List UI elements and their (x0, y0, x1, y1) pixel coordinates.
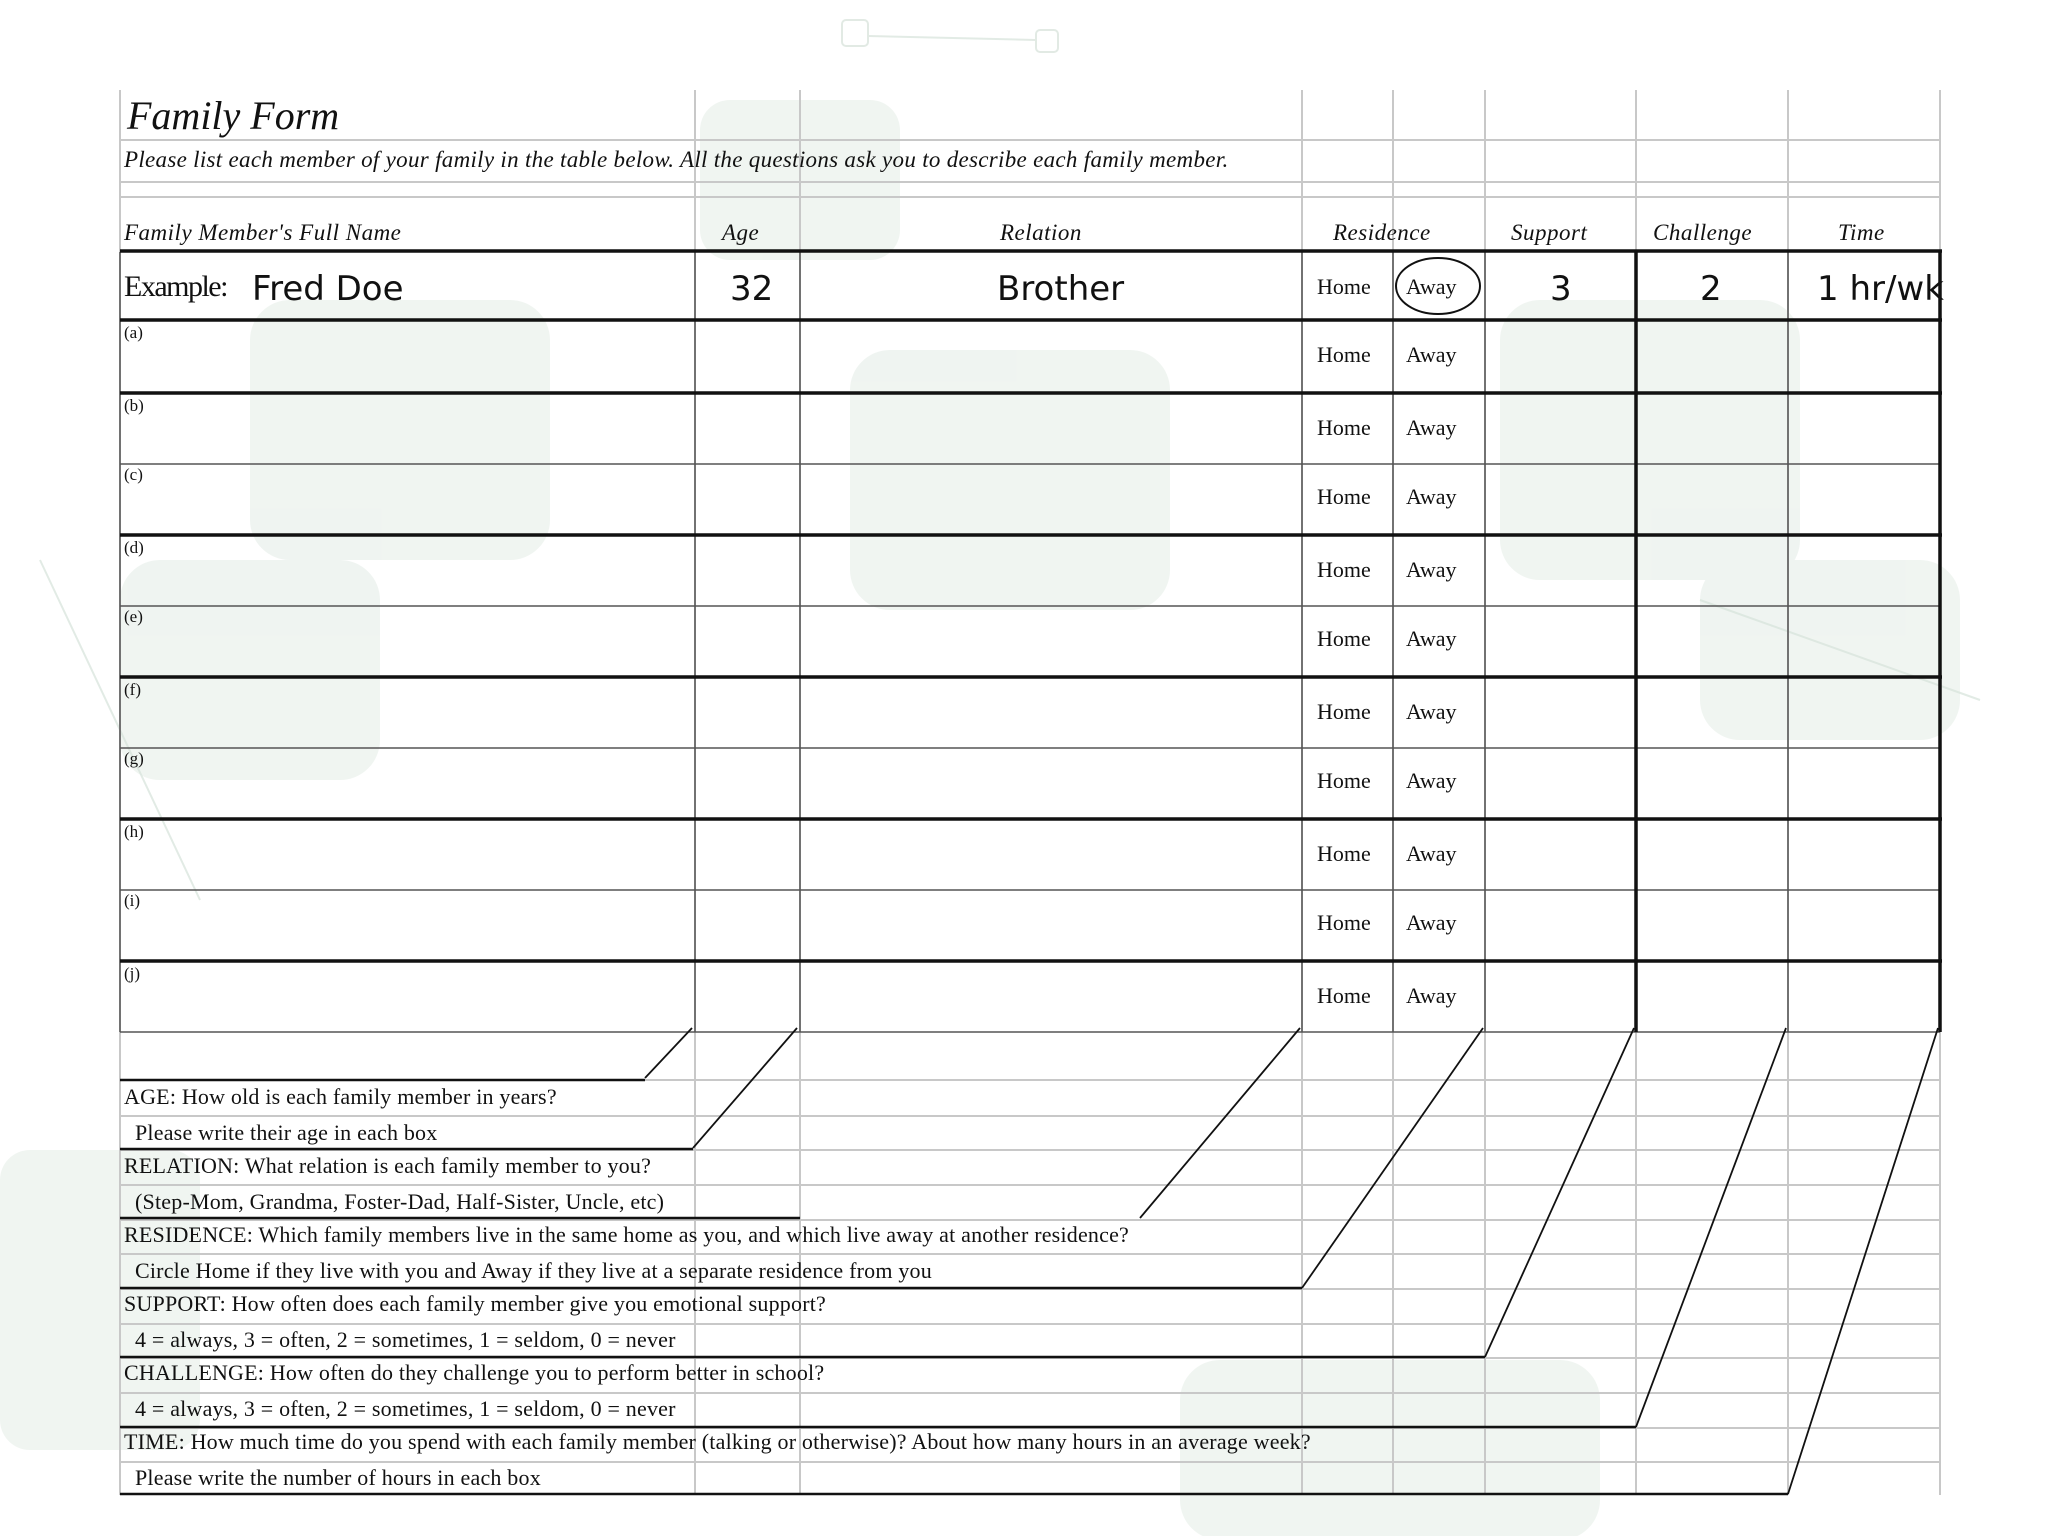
away-option[interactable]: Away (1406, 626, 1457, 651)
home-option[interactable]: Home (1317, 557, 1371, 582)
relation-instruction: (Step-Mom, Grandma, Foster-Dad, Half-Sister, Uncle, etc) (135, 1189, 665, 1214)
home-option[interactable]: Home (1317, 841, 1371, 866)
challenge-question: CHALLENGE: How often do they challenge you to perform better in school? (124, 1360, 825, 1385)
name-cell[interactable] (122, 749, 694, 818)
home-option[interactable]: Home (1317, 415, 1371, 440)
example-label: Example: (124, 270, 227, 303)
header-support: Support (1511, 220, 1588, 245)
away-option[interactable]: Away (1406, 484, 1457, 509)
name-cell[interactable] (122, 963, 694, 1031)
name-cell[interactable] (122, 322, 694, 392)
row-label: (g) (124, 749, 144, 768)
support-instruction: 4 = always, 3 = often, 2 = sometimes, 1 = seldom, 0 = never (135, 1327, 676, 1352)
challenge-instruction: 4 = always, 3 = often, 2 = sometimes, 1 = seldom, 0 = never (135, 1396, 676, 1421)
home-option[interactable]: Home (1317, 342, 1371, 367)
row-label: (a) (124, 323, 143, 342)
row-label: (f) (124, 680, 141, 699)
away-option[interactable]: Away (1406, 841, 1457, 866)
away-option[interactable]: Away (1406, 342, 1457, 367)
time-question: TIME: How much time do you spend with each family member (talking or otherwise)? About how many hours in an average week? (124, 1429, 1311, 1454)
away-option[interactable]: Away (1406, 699, 1457, 724)
header-age: Age (722, 220, 760, 245)
age-question: AGE: How old is each family member in years? (124, 1084, 557, 1109)
row-label: (b) (124, 396, 144, 415)
away-option[interactable]: Away (1406, 910, 1457, 935)
time-instruction: Please write the number of hours in each box (135, 1465, 541, 1490)
header-residence: Residence (1333, 220, 1431, 245)
away-option[interactable]: Away (1406, 415, 1457, 440)
away-option[interactable]: Away (1406, 768, 1457, 793)
home-option[interactable]: Home (1317, 768, 1371, 793)
header-relation: Relation (1000, 220, 1082, 245)
home-option[interactable]: Home (1317, 484, 1371, 509)
home-option[interactable]: Home (1317, 699, 1371, 724)
example-challenge: 2 (1700, 269, 1722, 309)
header-time: Time (1838, 220, 1885, 245)
example-age: 32 (730, 269, 774, 309)
name-cell[interactable] (122, 821, 694, 889)
name-cell[interactable] (122, 891, 694, 960)
example-name: Fred Doe (252, 269, 404, 309)
header-name: Family Member's Full Name (124, 220, 402, 245)
residence-question: RESIDENCE: Which family members live in the same home as you, and which live away at another residence? (124, 1222, 1130, 1247)
form-title: Family Form (127, 93, 340, 138)
row-label: (c) (124, 465, 143, 484)
support-question: SUPPORT: How often does each family member give you emotional support? (124, 1291, 827, 1316)
row-label: (d) (124, 538, 144, 557)
name-cell[interactable] (122, 607, 694, 676)
age-instruction: Please write their age in each box (135, 1120, 438, 1145)
away-option[interactable]: Away (1406, 983, 1457, 1008)
name-cell[interactable] (122, 679, 694, 747)
example-away: Away (1406, 274, 1457, 299)
home-option[interactable]: Home (1317, 910, 1371, 935)
row-label: (i) (124, 891, 141, 910)
header-challenge: Challenge (1653, 220, 1753, 245)
example-relation: Brother (997, 269, 1125, 309)
row-label: (e) (124, 607, 143, 626)
row-label: (h) (124, 822, 144, 841)
residence-instruction: Circle Home if they live with you and Away if they live at a separate residence from you (135, 1258, 932, 1283)
away-option[interactable]: Away (1406, 557, 1457, 582)
name-cell[interactable] (122, 465, 694, 534)
example-home: Home (1317, 274, 1371, 299)
home-option[interactable]: Home (1317, 626, 1371, 651)
relation-question: RELATION: What relation is each family member to you? (124, 1153, 652, 1178)
name-cell[interactable] (122, 537, 694, 605)
row-label: (j) (124, 964, 141, 983)
form-subtitle: Please list each member of your family in the table below. All the questions ask you to describe each family member. (124, 147, 1229, 172)
name-cell[interactable] (122, 395, 694, 463)
example-time: 1 hr/wk (1817, 269, 1944, 309)
home-option[interactable]: Home (1317, 983, 1371, 1008)
example-support: 3 (1550, 269, 1572, 309)
